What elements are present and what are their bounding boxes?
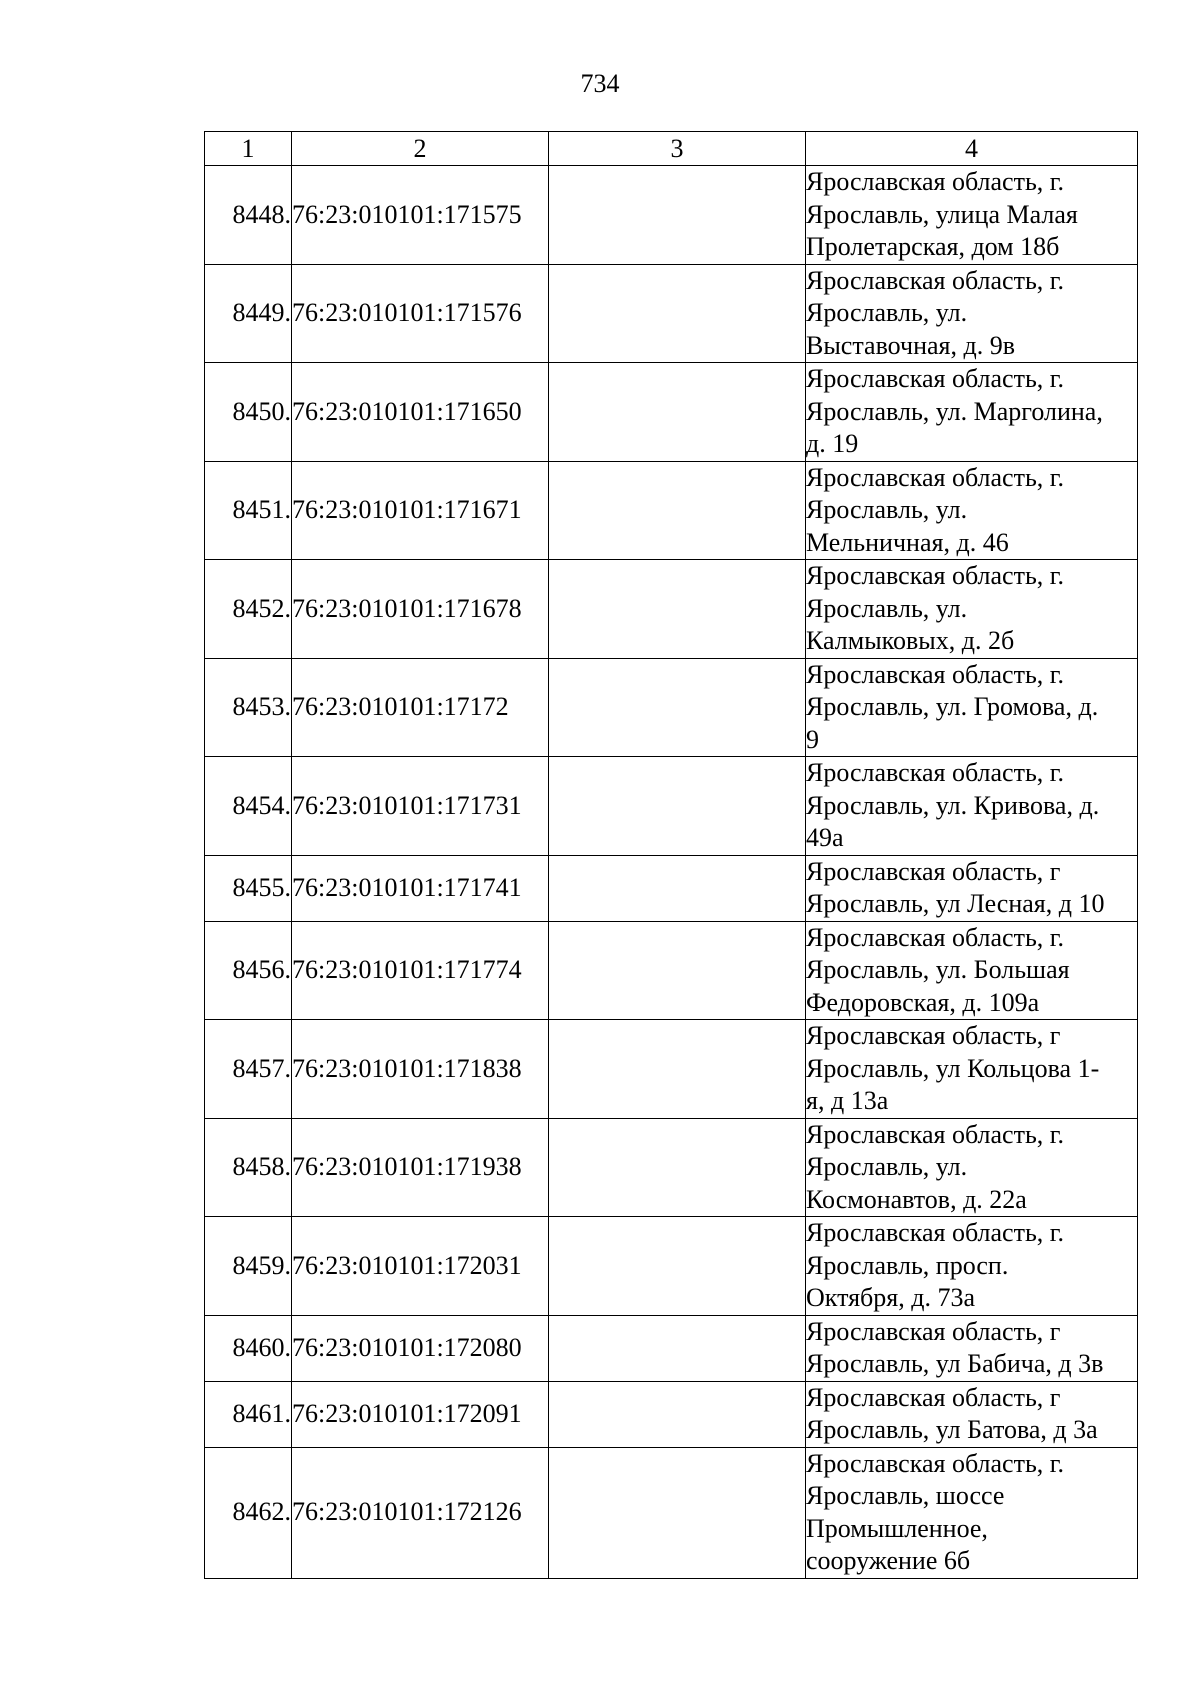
table-row [205,1447,1138,1578]
row-number: 8449. [205,264,292,363]
cadastral-number: 76:23:010101:171671 [292,461,549,560]
address-cell [806,1217,1138,1316]
address-cell [806,166,1138,265]
address-line: Ярославль, шоссе [806,1481,1005,1510]
address-line: Ярославская область, г. [806,1119,1065,1149]
header-col-1: 1 [205,132,292,166]
address-line: Ярославль, ул. [806,593,968,623]
address-line: Ярославль, ул Кольцова 1- [806,1053,1100,1083]
address-cell [806,560,1138,659]
address-line: Ярославль, ул. Кривова, д. [806,790,1100,820]
column-3-cell [549,264,806,363]
table-row [205,560,1138,659]
address-cell [806,363,1138,462]
cadastral-number: 76:23:010101:172080 [292,1315,549,1381]
column-3-cell [549,1381,806,1447]
column-3-cell [549,1447,806,1578]
address-line: Ярославль, ул. [806,495,968,524]
row-number: 8457. [205,1020,292,1119]
address-line: Ярославская область, г. [806,167,1065,196]
address-line: сооружение 6б [806,1546,971,1575]
cadastral-number: 76:23:010101:171575 [292,166,549,265]
address-line: Выставочная, д. 9в [806,330,1015,360]
address-line: Мельничная, д. 46 [806,527,1009,557]
address-line: Ярославская область, г. [806,364,1065,393]
column-3-cell [549,658,806,757]
address-line: Ярославль, просп. [806,1250,1009,1280]
column-3-cell [549,461,806,560]
address-line: 49а [806,823,844,852]
row-number: 8448. [205,166,292,265]
address-cell [806,1315,1138,1381]
address-line: Ярославская область, г [806,1021,1061,1050]
address-line: Ярославль, ул. Громова, д. [806,692,1099,721]
table-row [205,658,1138,757]
header-col-2: 2 [292,132,549,166]
address-line: Ярославская область, г. [806,1218,1065,1247]
row-number: 8454. [205,757,292,856]
address-line: Ярославль, улица Малая [806,199,1078,229]
table-body [205,166,1138,1579]
header-col-3: 3 [549,132,806,166]
address-line: Пролетарская, дом 18б [806,232,1060,261]
address-line: Ярославль, ул. [806,298,968,327]
address-cell [806,1381,1138,1447]
address-line: Ярославская область, г. [806,265,1065,295]
row-number: 8451. [205,461,292,560]
cadastral-number: 76:23:010101:171650 [292,363,549,462]
cadastral-number: 76:23:010101:171774 [292,921,549,1020]
row-number: 8450. [205,363,292,462]
table-row [205,1020,1138,1119]
table-row [205,166,1138,265]
row-number: 8452. [205,560,292,659]
address-cell [806,264,1138,363]
row-number: 8456. [205,921,292,1020]
table-row [205,855,1138,921]
address-line: Ярославская область, г. [806,659,1065,689]
table-row [205,1118,1138,1217]
address-line: Ярославская область, г. [806,462,1065,492]
table-row [205,757,1138,856]
row-number: 8455. [205,855,292,921]
row-number: 8453. [205,658,292,757]
cadastral-number: 76:23:010101:172091 [292,1381,549,1447]
cadastral-number: 76:23:010101:171838 [292,1020,549,1119]
address-line: Промышленное, [806,1513,988,1543]
table-row [205,1381,1138,1447]
table-row [205,1315,1138,1381]
cadastral-number: 76:23:010101:171938 [292,1118,549,1217]
table-row [205,921,1138,1020]
address-line: Ярославль, ул Батова, д 3а [806,1415,1098,1444]
row-number: 8458. [205,1118,292,1217]
address-line: Октября, д. 73а [806,1283,975,1312]
address-line: Ярославль, ул. Марголина, [806,396,1103,426]
address-line: Ярославская область, г [806,1316,1061,1346]
address-cell [806,757,1138,856]
table-row [205,264,1138,363]
address-line: Ярославль, ул. Большая [806,955,1070,984]
address-cell [806,855,1138,921]
page-number: 734 [580,69,620,98]
address-cell [806,461,1138,560]
column-3-cell [549,1315,806,1381]
address-line: Ярославль, ул. [806,1152,968,1181]
cadastral-number: 76:23:010101:171741 [292,855,549,921]
table-header [205,132,1138,166]
address-cell [806,658,1138,757]
address-line: Ярославская область, г. [806,561,1065,590]
registry-table [204,131,1138,1579]
address-line: Ярославль, ул Бабича, д 3в [806,1349,1104,1378]
address-line: Федоровская, д. 109а [806,987,1040,1017]
column-3-cell [549,757,806,856]
row-number: 8462. [205,1447,292,1578]
address-line: Ярославская область, г. [806,922,1065,952]
cadastral-number: 76:23:010101:172126 [292,1447,549,1578]
header-row [205,132,1138,166]
cadastral-number: 76:23:010101:171576 [292,264,549,363]
address-cell [806,1447,1138,1578]
header-col-4: 4 [806,132,1138,166]
column-3-cell [549,1217,806,1316]
column-3-cell [549,921,806,1020]
column-3-cell [549,855,806,921]
address-cell [806,1020,1138,1119]
address-line: Космонавтов, д. 22а [806,1184,1027,1214]
column-3-cell [549,1118,806,1217]
address-line: Калмыковых, д. 2б [806,626,1015,655]
column-3-cell [549,1020,806,1119]
cadastral-number: 76:23:010101:171731 [292,757,549,856]
column-3-cell [549,560,806,659]
address-line: я, д 13а [806,1086,889,1115]
address-cell [806,921,1138,1020]
table-row [205,363,1138,462]
address-line: д. 19 [806,429,859,458]
table-row [205,1217,1138,1316]
address-line: Ярославская область, г [806,1382,1061,1412]
row-number: 8460. [205,1315,292,1381]
row-number: 8459. [205,1217,292,1316]
address-line: 9 [806,724,819,754]
row-number: 8461. [205,1381,292,1447]
table-row [205,461,1138,560]
cadastral-number: 76:23:010101:172031 [292,1217,549,1316]
address-line: Ярославская область, г. [806,1448,1065,1478]
address-line: Ярославль, ул Лесная, д 10 [806,889,1105,918]
cadastral-number: 76:23:010101:17172 [292,658,549,757]
column-3-cell [549,166,806,265]
address-line: Ярославская область, г. [806,758,1065,787]
address-line: Ярославская область, г [806,856,1061,886]
column-3-cell [549,363,806,462]
cadastral-number: 76:23:010101:171678 [292,560,549,659]
address-cell [806,1118,1138,1217]
